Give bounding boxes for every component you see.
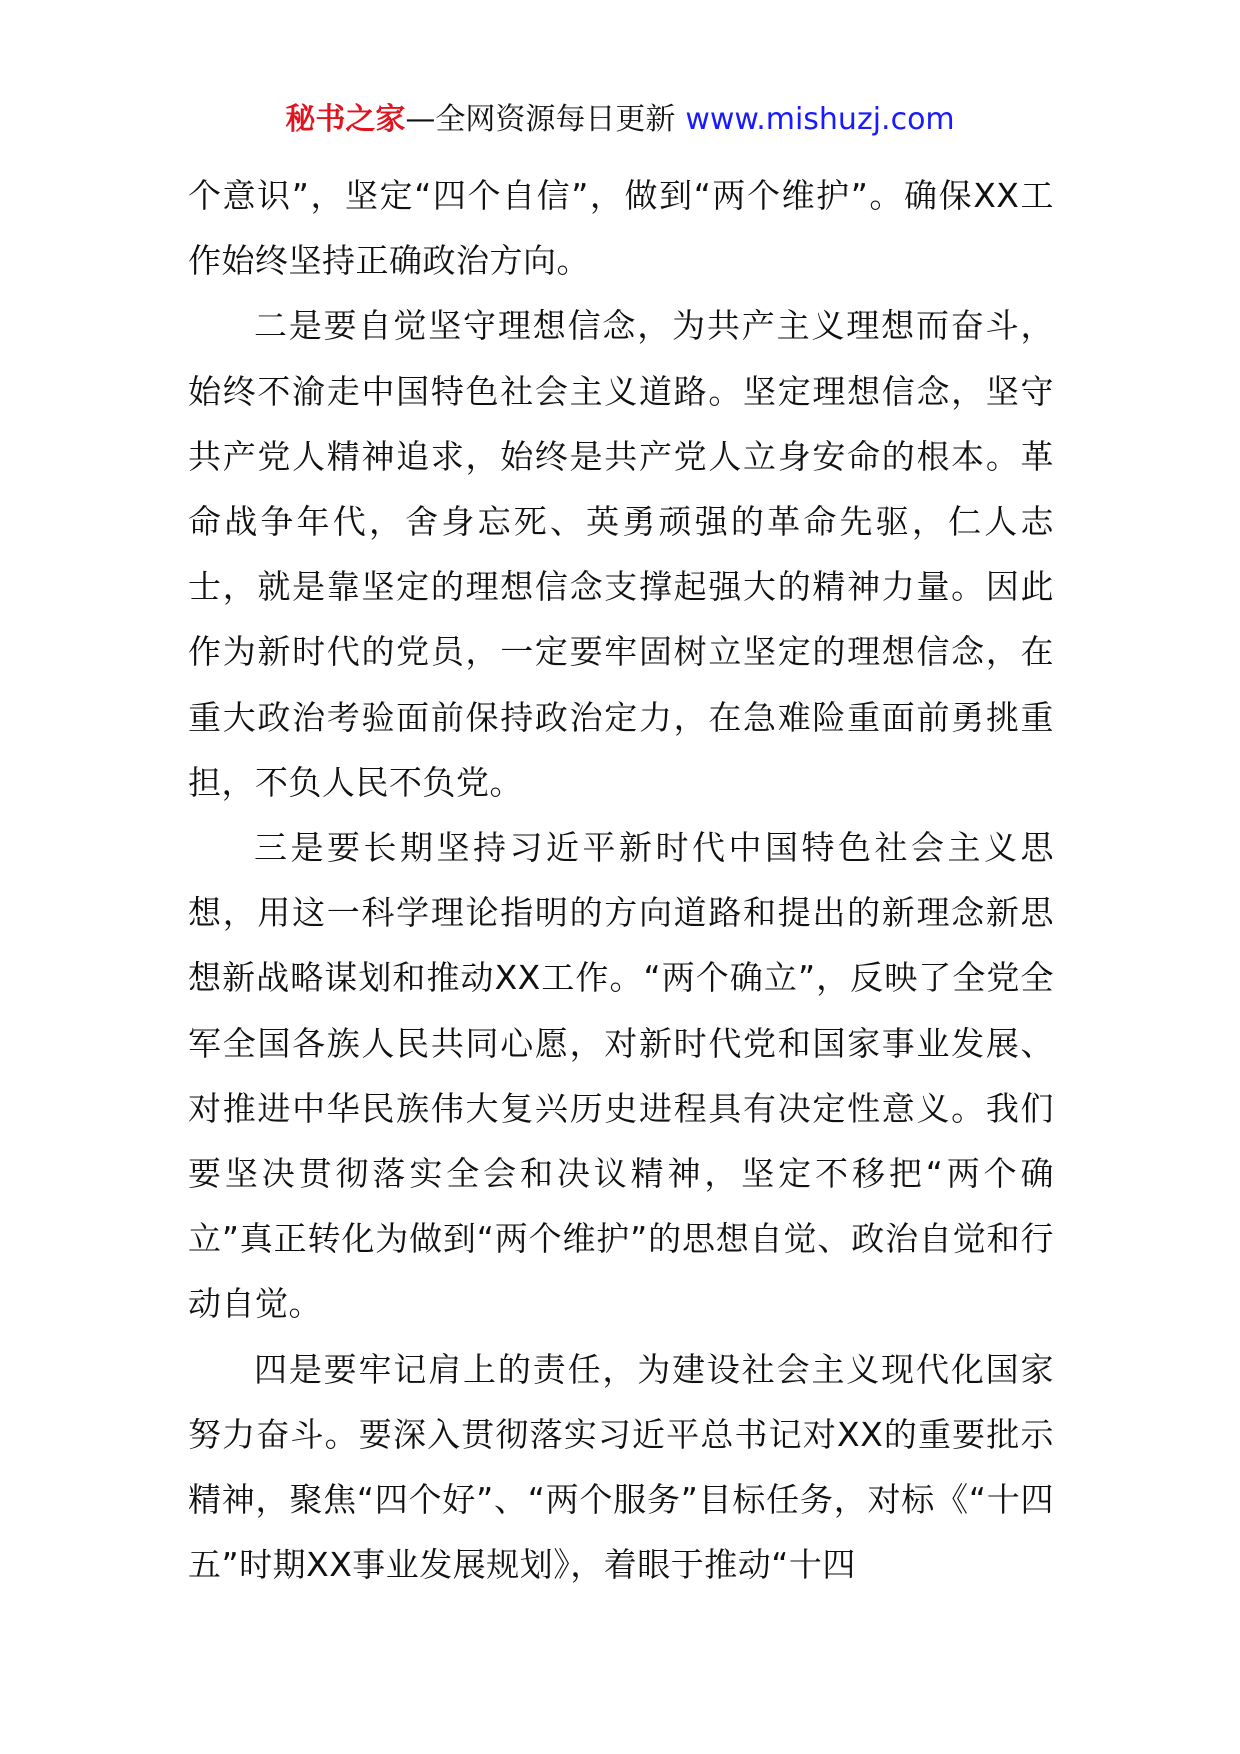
brand-name: 秘书之家 xyxy=(285,102,406,137)
paragraph-point-four: 四是要牢记肩上的责任，为建设社会主义现代化国家努力奋斗。要深入贯彻落实习近平总书记对XX的重要批示精神，聚焦“四个好”、“两个服务”目标任务，对标《“十四五”时期XX事业发展规划》，着眼于推动“十四 xyxy=(188,1349,1054,1585)
site-url-link[interactable]: www.mishuzj.com xyxy=(685,102,955,137)
paragraph-continuation: 个意识”，坚定“四个自信”，做到“两个维护”。确保XX工作始终坚持正确政治方向。 xyxy=(188,176,1054,281)
paragraph-point-two: 二是要自觉坚守理想信念，为共产主义理想而奋斗，始终不渝走中国特色社会主义道路。坚定理想信念，坚守共产党人精神追求，始终是共产党人立身安命的根本。革命战争年代，舍身忘死、英勇顽强的革命先驱，仁人志士，就是靠坚定的理想信念支撑起强大的精神力量。因此作为新时代的党员，一定要牢固树立坚定的理想信念，在重大政治考验面前保持政治定力，在急难险重面前勇挑重担，不负人民不负党。 xyxy=(188,306,1054,802)
header-slogan: —全网资源每日更新 xyxy=(405,102,676,137)
site-header xyxy=(0,100,1240,140)
document-body xyxy=(188,163,1054,1597)
paragraph-point-three: 三是要长期坚持习近平新时代中国特色社会主义思想，用这一科学理论指明的方向道路和提出的新理念新思想新战略谋划和推动XX工作。“两个确立”，反映了全党全军全国各族人民共同心愿，对新时代党和国家事业发展、对推进中华民族伟大复兴历史进程具有决定性意义。我们要坚决贯彻落实全会和决议精神，坚定不移把“两个确立”真正转化为做到“两个维护”的思想自觉、政治自觉和行动自觉。 xyxy=(188,828,1054,1324)
